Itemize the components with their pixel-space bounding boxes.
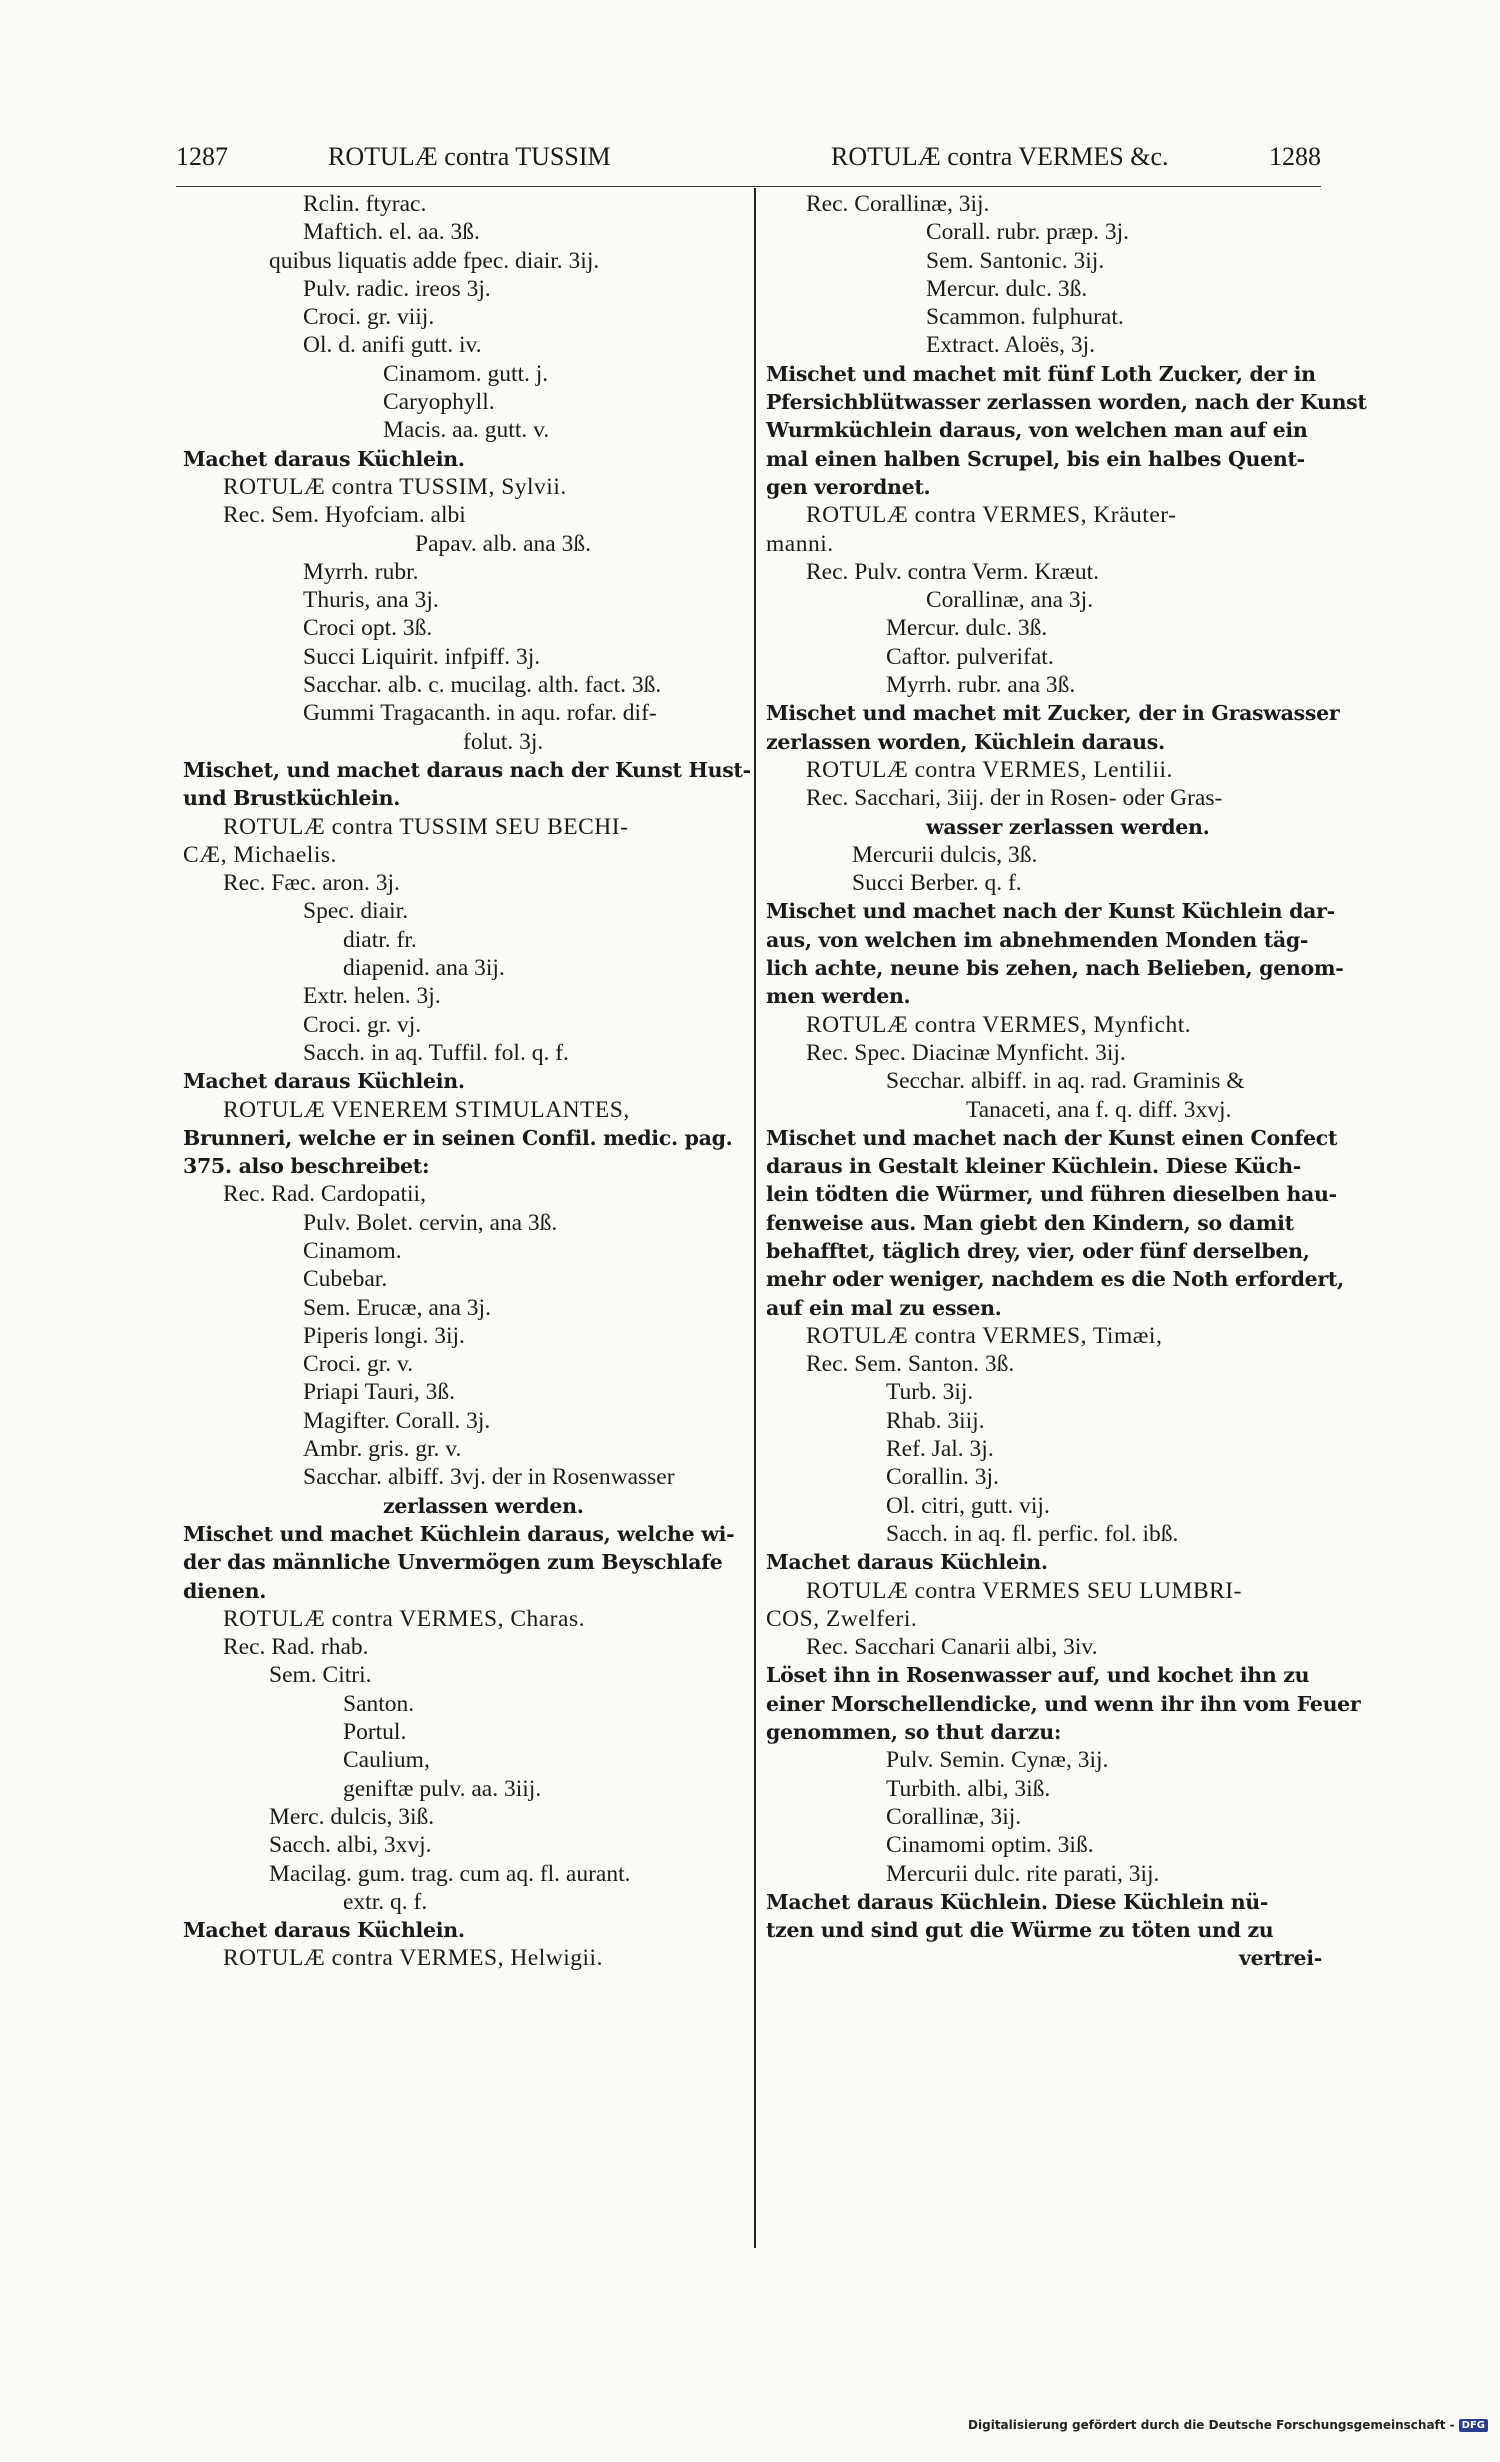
text-line: Croci. gr. v. xyxy=(303,1351,414,1378)
text-line: Turb. 3ij. xyxy=(886,1379,974,1406)
text-line: Priapi Tauri, 3ß. xyxy=(303,1379,455,1406)
text-line: Cinamom. xyxy=(303,1237,402,1264)
text-line: Myrrh. rubr. xyxy=(303,558,419,585)
recipe-title: ROTULÆ contra VERMES, Charas. xyxy=(223,1605,585,1632)
text-line: Ol. citri, gutt. vij. xyxy=(886,1492,1050,1519)
text-line: diapenid. ana 3ij. xyxy=(343,955,505,982)
recipe-title: ROTULÆ VENEREM STIMULANTES, xyxy=(223,1096,630,1123)
recipe-title: ROTULÆ contra VERMES, Helwigii. xyxy=(223,1945,603,1972)
recipe-title: ROTULÆ contra VERMES SEU LUMBRI- xyxy=(806,1577,1242,1604)
text-line: Portul. xyxy=(343,1719,407,1746)
instruction-line: behafftet, täglich drey, vier, oder fünf derselben, xyxy=(766,1238,1310,1263)
left-column xyxy=(183,190,751,1973)
text-line: Macis. aa. gutt. v. xyxy=(383,417,550,444)
instruction-line: tzen und sind gut die Würme zu töten und zu xyxy=(766,1918,1274,1943)
instruction-line: men werden. xyxy=(766,984,911,1009)
right-column xyxy=(766,190,1367,1973)
text-line: Merc. dulcis, 3iß. xyxy=(269,1803,435,1830)
text-line: Sem. Erucæ, ana 3j. xyxy=(303,1294,491,1321)
text-line: Mercur. dulc. 3ß. xyxy=(926,275,1088,302)
text-line: Scammon. fulphurat. xyxy=(926,304,1124,331)
text-line: Corallinæ, ana 3j. xyxy=(926,587,1094,614)
instruction-line: Mischet und machet nach der Kunst Küchlein dar- xyxy=(766,899,1335,924)
text-line: Myrrh. rubr. ana 3ß. xyxy=(886,672,1076,699)
instruction-line: genommen, so thut darzu: xyxy=(766,1720,1062,1745)
text-line: Cinamomi optim. 3iß. xyxy=(886,1832,1094,1859)
text-line: Caulium, xyxy=(343,1747,430,1774)
instruction-line: Mischet und machet Küchlein daraus, welche wi- xyxy=(183,1521,735,1546)
text-line: diatr. fr. xyxy=(343,926,417,953)
text-line: Sacchar. albiff. 3vj. der in Rosenwasser xyxy=(303,1464,675,1491)
text-line: Rec. Sem. Hyofciam. albi xyxy=(223,502,466,529)
recipe-title: ROTULÆ contra VERMES, Timæi, xyxy=(806,1322,1163,1349)
recipe-title: ROTULÆ contra TUSSIM, Sylvii. xyxy=(223,473,567,500)
text-line: Ol. d. anifi gutt. iv. xyxy=(303,332,482,359)
instruction-line: Löset ihn in Rosenwasser auf, und kochet ihn zu xyxy=(766,1663,1310,1688)
text-line: Tanaceti, ana f. q. diff. 3xvj. xyxy=(966,1096,1232,1123)
page-number-right: 1288 xyxy=(1269,142,1321,171)
text-line: Succi Berber. q. f. xyxy=(852,870,1022,897)
text-line: Sem. Santonic. 3ij. xyxy=(926,247,1105,274)
instruction-line: einer Morschellendicke, und wenn ihr ihn vom Feuer xyxy=(766,1691,1361,1716)
text-line: vertrei- xyxy=(1239,1946,1322,1971)
instruction-line: lich achte, neune bis zehen, nach Belieben, genom- xyxy=(766,956,1344,981)
text-line: Thuris, ana 3j. xyxy=(303,587,439,614)
text-line: Mercurii dulcis, 3ß. xyxy=(852,841,1038,868)
instruction-line: fenweise aus. Man giebt den Kindern, so damit xyxy=(766,1210,1294,1235)
instruction-line: Brunneri, welche er in seinen Confil. medic. pag. xyxy=(183,1125,733,1150)
instruction-line: 375. also beschreibet: xyxy=(183,1154,430,1179)
text-line: Santon. xyxy=(343,1690,415,1717)
text-line: Rec. Rad. Cardopatii, xyxy=(223,1181,426,1208)
instruction-line: Machet daraus Küchlein. xyxy=(766,1550,1048,1575)
instruction-line: der das männliche Unvermögen zum Beyschlafe xyxy=(183,1550,723,1575)
text-line: Pulv. radic. ireos 3j. xyxy=(303,275,491,302)
instruction-line: Machet daraus Küchlein. xyxy=(183,446,465,471)
instruction-line: dienen. xyxy=(183,1578,267,1603)
funding-credit: Digitalisierung gefördert durch die Deutsche Forschungsgemeinschaft - xyxy=(968,2418,1455,2432)
text-line: folut. 3j. xyxy=(463,728,544,755)
text-line: Sacch. in aq. fl. perfic. fol. ibß. xyxy=(886,1520,1179,1547)
recipe-title: COS, Zwelferi. xyxy=(766,1605,918,1632)
recipe-title: manni. xyxy=(766,530,834,557)
text-line: Rec. Sem. Santon. 3ß. xyxy=(806,1351,1015,1378)
text-line: Corallin. 3j. xyxy=(886,1464,999,1491)
text-line: Rec. Sacchari, 3iij. der in Rosen- oder Gras- xyxy=(806,785,1223,812)
instruction-line: zerlassen worden, Küchlein daraus. xyxy=(766,729,1165,754)
text-line: Maftich. el. aa. 3ß. xyxy=(303,219,480,246)
recipe-title: ROTULÆ contra VERMES, Kräuter- xyxy=(806,502,1177,529)
text-line: Croci opt. 3ß. xyxy=(303,615,433,642)
text-line: Ambr. gris. gr. v. xyxy=(303,1436,462,1463)
text-line: Mercur. dulc. 3ß. xyxy=(886,615,1048,642)
digitization-footer xyxy=(968,2418,1488,2432)
text-line: Rec. Spec. Diacinæ Mynficht. 3ij. xyxy=(806,1039,1126,1066)
instruction-line: Mischet und machet mit fünf Loth Zucker, der in xyxy=(766,361,1316,386)
text-line: Sem. Citri. xyxy=(269,1662,372,1689)
instruction-line: Machet daraus Küchlein. Diese Küchlein nü- xyxy=(766,1889,1269,1914)
text-line: Succi Liquirit. infpiff. 3j. xyxy=(303,643,541,670)
text-line: quibus liquatis adde fpec. diair. 3ij. xyxy=(269,247,600,274)
text-line: Rclin. ftyrac. xyxy=(303,191,427,217)
text-line: Cubebar. xyxy=(303,1266,388,1293)
running-title-right: ROTULÆ contra VERMES &c. xyxy=(831,142,1169,171)
text-line: Pulv. Bolet. cervin, ana 3ß. xyxy=(303,1209,558,1236)
text-line: Caryophyll. xyxy=(383,389,495,416)
text-line: Magifter. Corall. 3j. xyxy=(303,1407,491,1434)
text-line: Secchar. albiff. in aq. rad. Graminis & xyxy=(886,1068,1245,1095)
text-line: Spec. diair. xyxy=(303,898,409,925)
text-line: extr. q. f. xyxy=(343,1888,428,1915)
page-number-left: 1287 xyxy=(176,142,228,171)
instruction-line: wasser zerlassen werden. xyxy=(926,814,1210,839)
text-line: Mercurii dulc. rite parati, 3ij. xyxy=(886,1860,1160,1887)
text-line: Rec. Sacchari Canarii albi, 3iv. xyxy=(806,1634,1098,1661)
text-line: Corallinæ, 3ij. xyxy=(886,1803,1022,1830)
instruction-line: lein tödten die Würmer, und führen dieselben hau- xyxy=(766,1182,1337,1207)
text-line: geniftæ pulv. aa. 3iij. xyxy=(343,1775,542,1802)
text-line: Sacch. albi, 3xvj. xyxy=(269,1832,432,1859)
text-line: Extract. Aloës, 3j. xyxy=(926,332,1096,359)
text-line: Rec. Pulv. contra Verm. Kræut. xyxy=(806,558,1100,585)
text-line: Papav. alb. ana 3ß. xyxy=(415,530,591,557)
text-line: Pulv. Semin. Cynæ, 3ij. xyxy=(886,1747,1109,1774)
text-line: Rhab. 3iij. xyxy=(886,1407,985,1434)
text-line: Cinamom. gutt. j. xyxy=(383,360,549,387)
text-line: Croci. gr. viij. xyxy=(303,304,435,331)
text-line: Piperis longi. 3ij. xyxy=(303,1322,465,1349)
text-line: Extr. helen. 3j. xyxy=(303,983,441,1010)
recipe-title: ROTULÆ contra TUSSIM SEU BECHI- xyxy=(223,813,629,840)
recipe-title: ROTULÆ contra VERMES, Lentilii. xyxy=(806,756,1173,783)
instruction-line: und Brustküchlein. xyxy=(183,786,401,811)
instruction-line: gen verordnet. xyxy=(766,474,931,499)
instruction-line: Pfersichblütwasser zerlassen worden, nach der Kunst xyxy=(766,390,1367,415)
text-line: Rec. Fæc. aron. 3j. xyxy=(223,870,400,897)
text-line: Croci. gr. vj. xyxy=(303,1011,422,1038)
header-rule xyxy=(176,186,1321,187)
instruction-line: Machet daraus Küchlein. xyxy=(183,1918,465,1943)
text-line: Rec. Corallinæ, 3ij. xyxy=(806,191,990,217)
dfg-logo: DFG xyxy=(1459,2419,1488,2432)
instruction-line: mehr oder weniger, nachdem es die Noth erfordert, xyxy=(766,1267,1344,1292)
instruction-line: daraus in Gestalt kleiner Küchlein. Diese Küch- xyxy=(766,1154,1301,1179)
instruction-line: Machet daraus Küchlein. xyxy=(183,1069,465,1094)
recipe-title: CÆ, Michaelis. xyxy=(183,841,337,868)
instruction-line: auf ein mal zu essen. xyxy=(766,1295,1002,1320)
text-line: Sacchar. alb. c. mucilag. alth. fact. 3ß. xyxy=(303,672,662,699)
running-title-left: ROTULÆ contra TUSSIM xyxy=(328,142,611,171)
text-line: Gummi Tragacanth. in aqu. rofar. dif- xyxy=(303,700,657,727)
instruction-line: Mischet und machet mit Zucker, der in Graswasser xyxy=(766,701,1340,726)
instruction-line: mal einen halben Scrupel, bis ein halbes Quent- xyxy=(766,446,1305,471)
text-line: Caftor. pulverifat. xyxy=(886,643,1054,670)
text-line: Rec. Rad. rhab. xyxy=(223,1634,369,1661)
instruction-line: Wurmküchlein daraus, von welchen man auf ein xyxy=(766,418,1308,443)
instruction-line: aus, von welchen im abnehmenden Monden täg- xyxy=(766,927,1309,952)
instruction-line: zerlassen werden. xyxy=(383,1493,584,1518)
text-line: Turbith. albi, 3iß. xyxy=(886,1775,1051,1802)
text-line: Sacch. in aq. Tuffil. fol. q. f. xyxy=(303,1039,569,1066)
running-header xyxy=(176,142,1321,176)
text-line: Macilag. gum. trag. cum aq. fl. aurant. xyxy=(269,1860,631,1887)
text-line: Ref. Jal. 3j. xyxy=(886,1436,994,1463)
instruction-line: Mischet und machet nach der Kunst einen Confect xyxy=(766,1125,1338,1150)
recipe-title: ROTULÆ contra VERMES, Mynficht. xyxy=(806,1011,1192,1038)
column-divider xyxy=(754,188,756,2248)
instruction-line: Mischet, und machet daraus nach der Kunst Hust- xyxy=(183,757,751,782)
text-line: Corall. rubr. præp. 3j. xyxy=(926,219,1129,246)
